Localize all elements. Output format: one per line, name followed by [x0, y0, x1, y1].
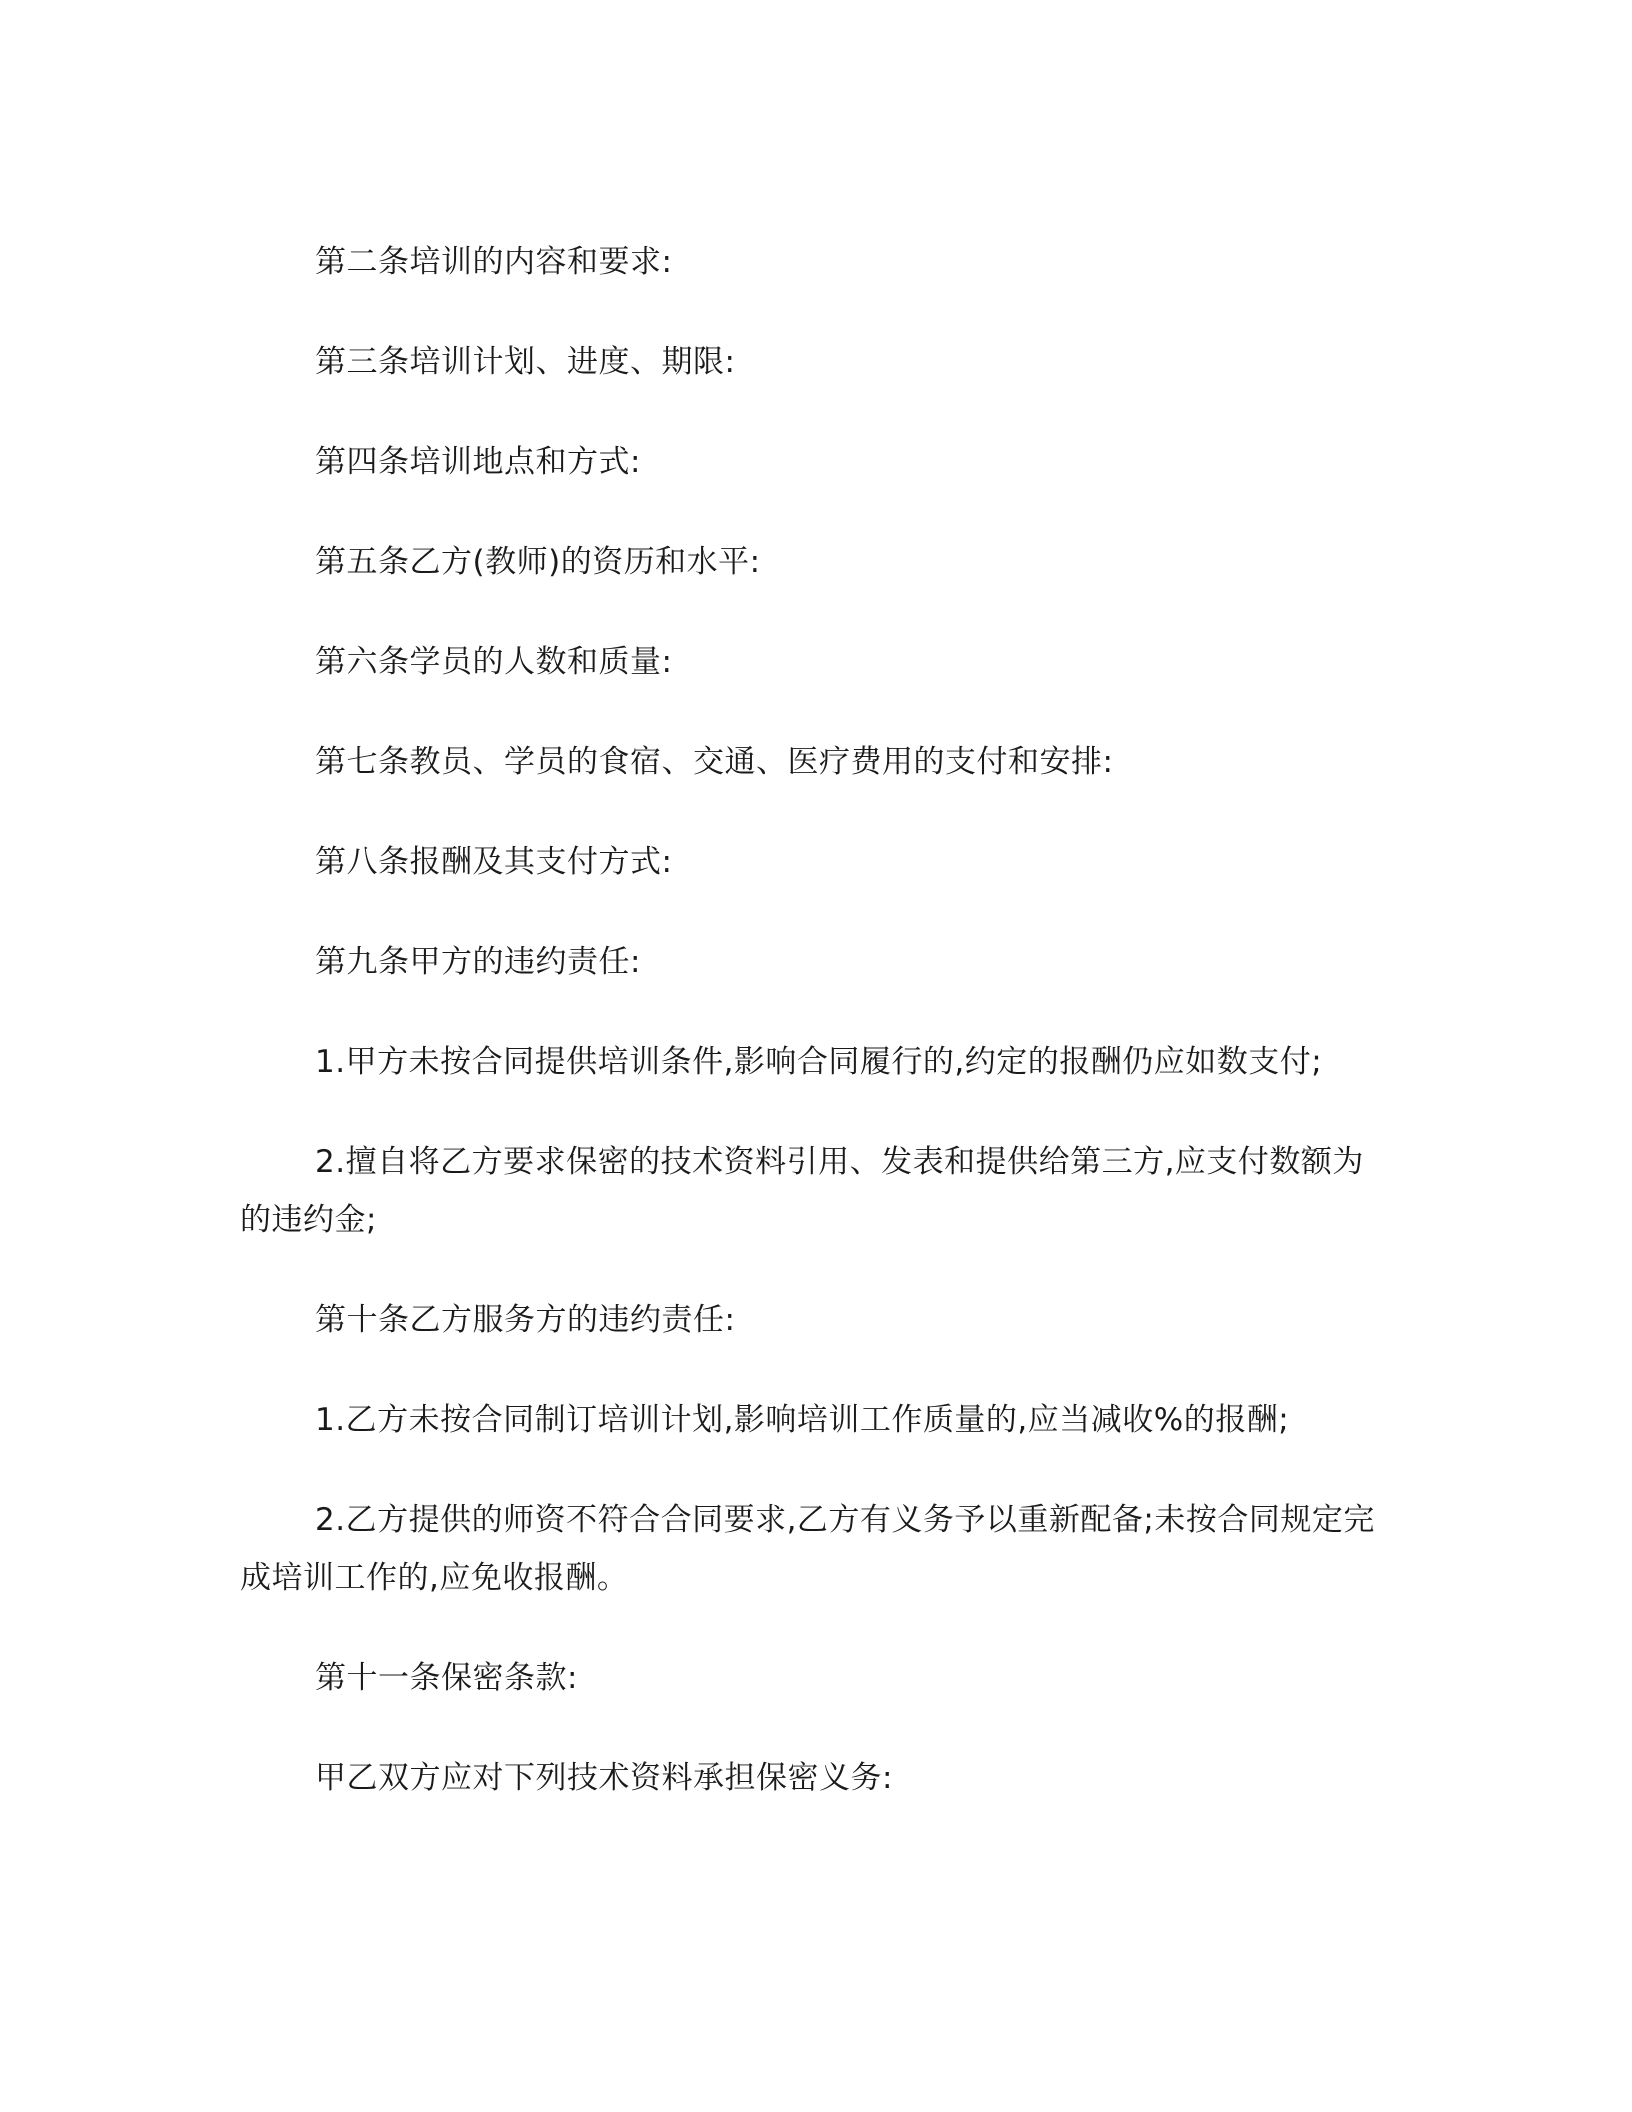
- clause-6: 第六条学员的人数和质量:: [315, 644, 673, 680]
- clause-10-item-1: 1.乙方未按合同制订培训计划,影响培训工作质量的,应当减收%的报酬;: [315, 1402, 1290, 1438]
- clause-9: 第九条甲方的违约责任:: [315, 944, 641, 980]
- clause-8: 第八条报酬及其支付方式:: [315, 844, 673, 880]
- clause-4: 第四条培训地点和方式:: [315, 444, 641, 480]
- clause-7: 第七条教员、学员的食宿、交通、医疗费用的支付和安排:: [315, 744, 1114, 780]
- clause-2: 第二条培训的内容和要求:: [315, 244, 673, 280]
- clause-10: 第十条乙方服务方的违约责任:: [315, 1302, 736, 1338]
- clause-9-item-1: 1.甲方未按合同提供培训条件,影响合同履行的,约定的报酬仍应如数支付;: [315, 1044, 1323, 1080]
- clause-11: 第十一条保密条款:: [315, 1660, 578, 1696]
- clause-9-item-2: 2.擅自将乙方要求保密的技术资料引用、发表和提供给第三方,应支付数额为的违约金;: [240, 1144, 1364, 1238]
- clause-10-item-2: 2.乙方提供的师资不符合合同要求,乙方有义务予以重新配备;未按合同规定完成培训工作的,应免收报酬。: [240, 1502, 1375, 1596]
- clause-3: 第三条培训计划、进度、期限:: [315, 344, 736, 380]
- clause-11-body: 甲乙双方应对下列技术资料承担保密义务:: [315, 1760, 893, 1796]
- clause-5: 第五条乙方(教师)的资历和水平:: [315, 544, 761, 580]
